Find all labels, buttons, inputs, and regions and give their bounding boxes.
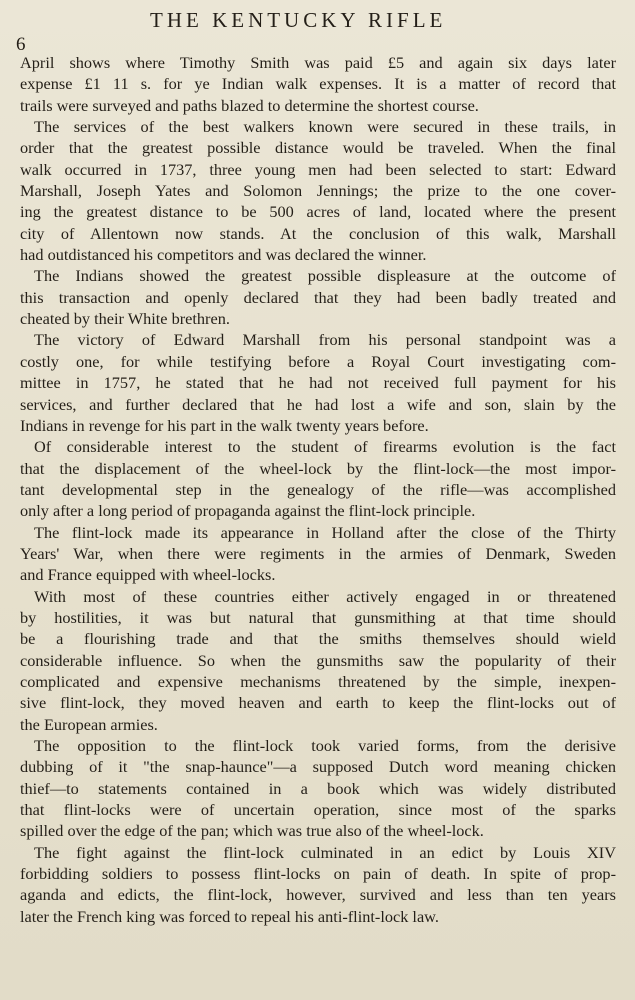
text-line: The opposition to the flint-lock took varied forms, from the derisive <box>34 736 616 755</box>
text-line: The flint-lock made its appearance in Holland after the close of the Thirty <box>34 522 616 542</box>
text-line: mittee in 1757, he stated that he had not received full payment for his <box>20 373 616 393</box>
text-line: city of Allentown now stands. At the conclusion of this walk, Marshall <box>20 223 616 243</box>
text-line: April shows where Timothy Smith was paid £5 and again six days later <box>20 53 616 72</box>
text-line: costly one, for while testifying before a Royal Court investigating com- <box>20 351 616 371</box>
text-line: Of considerable interest to the student of firearms evolution is the fact <box>34 437 616 457</box>
text-line: cheated by their White brethren. <box>20 309 230 329</box>
text-line: by hostilities, it was but natural that gunsmithing at that time should <box>20 607 616 627</box>
text-line: forbidding soldiers to possess flint-locks on pain of death. In spite of prop- <box>20 864 616 884</box>
text-line: that flint-locks were of uncertain operation, since most of the sparks <box>20 800 616 820</box>
text-line: aganda and edicts, the flint-lock, however, survived and less than ten years <box>20 885 616 905</box>
text-line: expense £1 11 s. for ye Indian walk expenses. It is a matter of record that <box>20 74 616 94</box>
text-line: Marshall, Joseph Yates and Solomon Jennings; the prize to the one cover- <box>20 181 616 201</box>
text-line: complicated and expensive mechanisms threatened by the simple, inexpen- <box>20 671 616 691</box>
text-line: The Indians showed the greatest possible displeasure at the outcome of <box>34 266 616 286</box>
text-line: that the displacement of the wheel-lock by the flint-lock—the most impor- <box>20 458 616 478</box>
text-line: services, and further declared that he had lost a wife and son, slain by the <box>20 394 616 414</box>
text-line: thief—to statements contained in a book which was widely distributed <box>20 778 616 798</box>
body-text <box>20 52 616 927</box>
text-line: had outdistanced his competitors and was declared the winner. <box>20 245 427 265</box>
text-line: order that the greatest possible distance would be traveled. When the final <box>20 138 616 158</box>
text-line: spilled over the edge of the pan; which was true also of the wheel-lock. <box>20 821 484 841</box>
text-line: only after a long period of propaganda against the flint-lock principle. <box>20 501 476 521</box>
text-line: dubbing of it "the snap-haunce"—a supposed Dutch word meaning chicken <box>20 757 616 777</box>
text-line: trails were surveyed and paths blazed to determine the shortest course. <box>20 95 479 115</box>
text-line: considerable influence. So when the gunsmiths saw the popularity of their <box>20 650 616 670</box>
text-line: The fight against the flint-lock culminated in an edict by Louis XIV <box>34 842 616 862</box>
running-head: THE KENTUCKY RIFLE <box>150 8 447 32</box>
text-line: With most of these countries either actively engaged in or threatened <box>34 586 616 606</box>
text-line: Indians in revenge for his part in the walk twenty years before. <box>20 415 429 435</box>
text-line: later the French king was forced to repeal his anti-flint-lock law. <box>20 906 439 926</box>
text-line: this transaction and openly declared that they had been badly treated and <box>20 287 616 307</box>
text-line: walk occurred in 1737, three young men had been selected to start: Edward <box>20 159 616 179</box>
text-line: and France equipped with wheel-locks. <box>20 565 276 585</box>
text-line: sive flint-lock, they moved heaven and earth to keep the flint-locks out of <box>20 693 616 713</box>
text-line: Years' War, when there were regiments in the armies of Denmark, Sweden <box>20 543 616 563</box>
text-line: The services of the best walkers known were secured in these trails, in <box>34 117 616 137</box>
text-line: be a flourishing trade and that the smiths themselves should wield <box>20 629 616 649</box>
text-line: tant developmental step in the genealogy of the rifle—was accomplished <box>20 479 616 499</box>
text-line: the European armies. <box>20 714 158 734</box>
text-line: The victory of Edward Marshall from his personal standpoint was a <box>34 330 616 350</box>
page-number: 6 <box>16 34 26 55</box>
text-line: ing the greatest distance to be 500 acres of land, located where the present <box>20 202 616 222</box>
